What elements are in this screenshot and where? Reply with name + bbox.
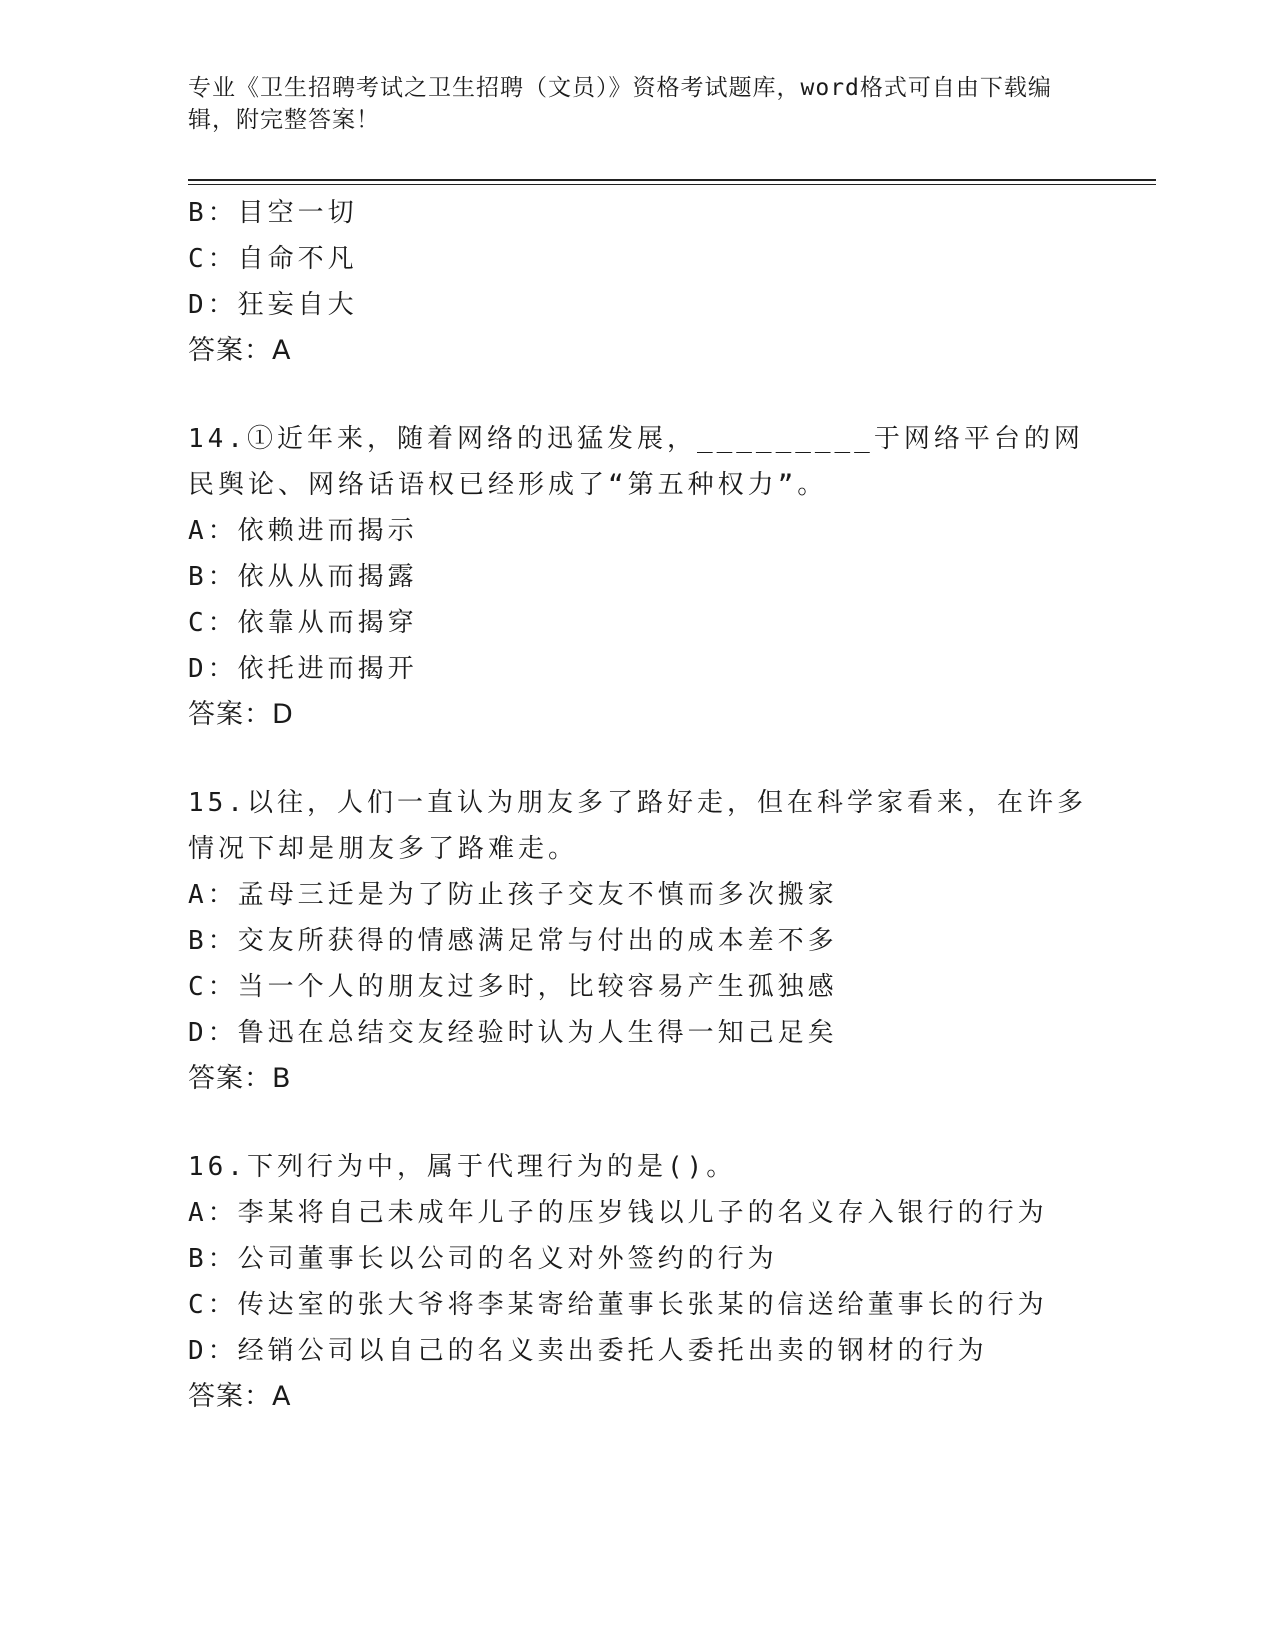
option-b: B：公司董事长以公司的名义对外签约的行为 bbox=[188, 1244, 778, 1274]
option-c: C：当一个人的朋友过多时，比较容易产生孤独感 bbox=[188, 972, 838, 1002]
question-stem: 15.以往，人们一直认为朋友多了路好走，但在科学家看来，在许多情况下却是朋友多了路难走。 bbox=[188, 788, 1087, 864]
spacer bbox=[188, 738, 1088, 780]
header-rule-thick bbox=[188, 179, 1156, 181]
option-a: A：李某将自己未成年儿子的压岁钱以儿子的名义存入银行的行为 bbox=[188, 1198, 1048, 1228]
option-c: C：自命不凡 bbox=[188, 244, 358, 274]
option-d: D：鲁迅在总结交友经验时认为人生得一知己足矣 bbox=[188, 1018, 838, 1048]
option-a: A：孟母三迁是为了防止孩子交友不慎而多次搬家 bbox=[188, 880, 838, 910]
question-15 bbox=[188, 780, 1088, 1102]
option-b: B：交友所获得的情感满足常与付出的成本差不多 bbox=[188, 926, 838, 956]
question-content bbox=[188, 190, 1088, 1420]
spacer bbox=[188, 1102, 1088, 1144]
header-rule-thin bbox=[188, 184, 1156, 185]
option-b: B：目空一切 bbox=[188, 198, 358, 228]
answer-line: 答案：A bbox=[188, 335, 292, 366]
question-stem: 14.①近年来，随着网络的迅猛发展，_________于网络平台的网民舆论、网络话语权已经形成了“第五种权力”。 bbox=[188, 424, 1084, 500]
answer-line: 答案：D bbox=[188, 699, 294, 730]
header-text: 专业《卫生招聘考试之卫生招聘（文员）》资格考试题库，word格式可自由下载编辑，附完整答案！ bbox=[188, 75, 1052, 133]
option-b: B：依从从而揭露 bbox=[188, 562, 418, 592]
option-c: C：传达室的张大爷将李某寄给董事长张某的信送给董事长的行为 bbox=[188, 1290, 1048, 1320]
option-a: A：依赖进而揭示 bbox=[188, 516, 418, 546]
document-header bbox=[188, 72, 1068, 136]
question-16 bbox=[188, 1144, 1088, 1420]
option-d: D：经销公司以自己的名义卖出委托人委托出卖的钢材的行为 bbox=[188, 1336, 988, 1366]
option-d: D：狂妄自大 bbox=[188, 290, 358, 320]
question-stem: 16.下列行为中，属于代理行为的是()。 bbox=[188, 1152, 737, 1182]
option-d: D：依托进而揭开 bbox=[188, 654, 418, 684]
answer-line: 答案：A bbox=[188, 1381, 292, 1412]
answer-line: 答案：B bbox=[188, 1063, 292, 1094]
spacer bbox=[188, 374, 1088, 416]
option-c: C：依靠从而揭穿 bbox=[188, 608, 418, 638]
carryover-question bbox=[188, 190, 1088, 374]
question-14 bbox=[188, 416, 1088, 738]
